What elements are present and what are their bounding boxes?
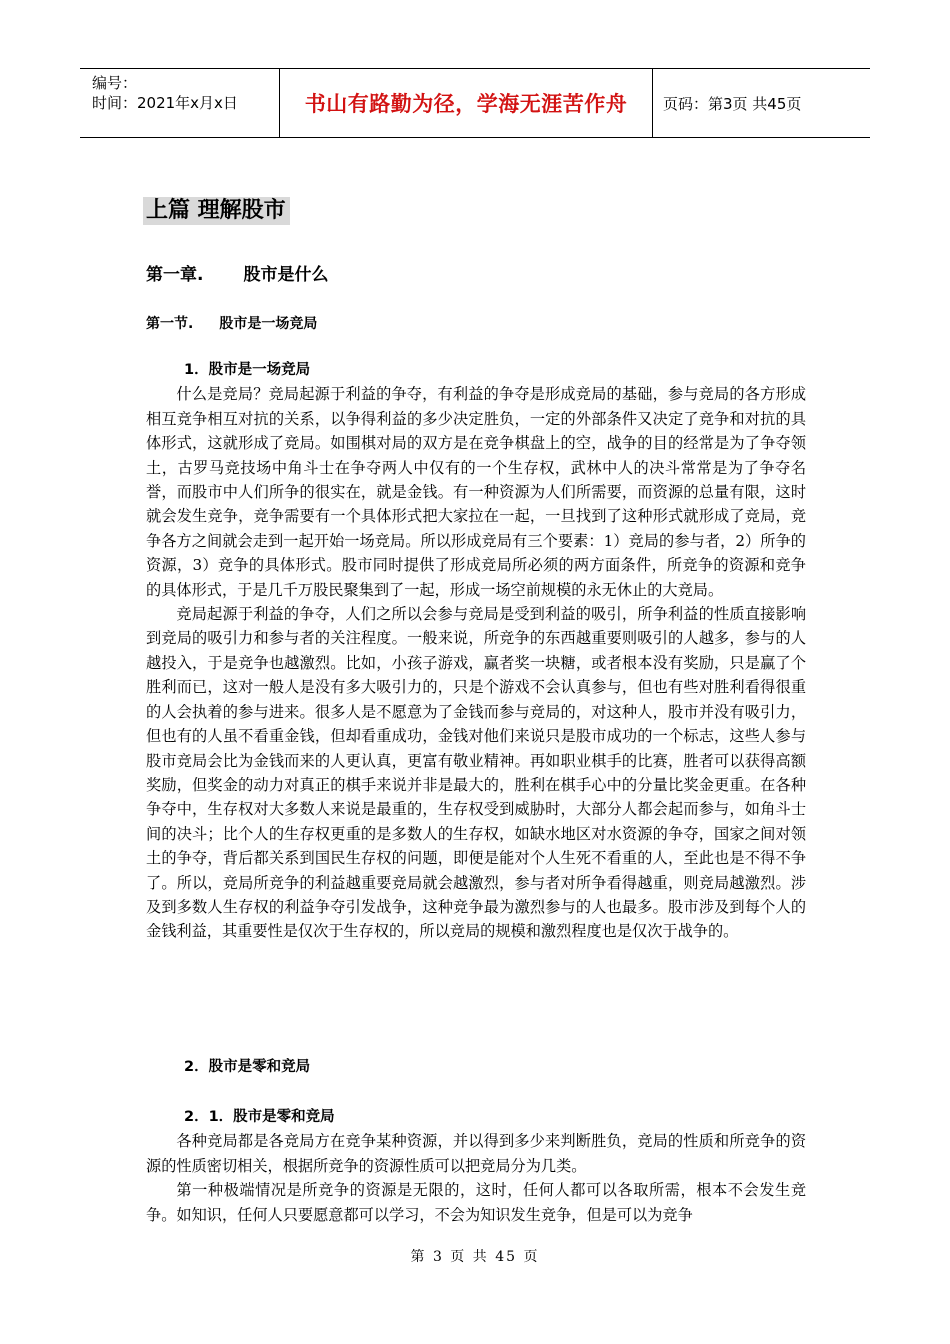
subheading-2: 2．股市是零和竞局	[184, 1059, 311, 1075]
page-footer: 第 3 页 共 45 页	[410, 1249, 540, 1265]
body-block-2	[146, 1055, 806, 1079]
page-header	[80, 68, 870, 138]
header-meta	[80, 69, 280, 137]
header-page-info: 页码：第3页 共45页	[663, 94, 802, 113]
subheading-1: 1．股市是一场竞局	[184, 362, 311, 378]
body-block-3	[146, 1105, 806, 1227]
section-title: 股市是一场竞局	[219, 316, 318, 332]
section-heading	[146, 313, 317, 333]
chapter-heading	[146, 260, 328, 285]
paragraph-3: 各种竞局都是各竞局方在竞争某种资源，并以得到多少来判断胜负，竞局的性质和所竞争的资源的性质密切相关，根据所竞争的资源性质可以把竞局分为几类。	[146, 1132, 806, 1175]
chapter-number: 第一章.	[146, 265, 204, 285]
header-motto: 书山有路勤为径，学海无涯苦作舟	[280, 69, 653, 137]
section-number: 第一节.	[146, 316, 194, 332]
paragraph-2: 竞局起源于利益的争夺，人们之所以会参与竞局是受到利益的吸引，所争利益的性质直接影响到竞局的吸引力和参与者的关注程度。一般来说，所竞争的东西越重要则吸引的人越多，参与的人越投入，于是竞争也越激烈。比如，小孩子游戏，赢者奖一块糖，或者根本没有奖励，只是赢了个胜利而已，这对一般人是没有多大吸引力的，只是个游戏不会认真参与，但也有些对胜利看得很重的人会执着的参与进来。很多人是不愿意为了金钱而参与竞局的，对这种人，股市并没有吸引力，但也有的人虽不看重金钱，但却看重成功，金钱对他们来说只是股市成功的一个标志，这些人参与股市竞局会比为金钱而来的人更认真，更富有敬业精神。再如职业棋手的比赛，胜者可以获得高额奖励，但奖金的动力对真正的棋手来说并非是最大的，胜利在棋手心中的分量比奖金更重。在各种争夺中，生存权对大多数人来说是最重的，生存权受到威胁时，大部分人都会起而参与，如角斗士间的决斗；比个人的生存权更重的是多数人的生存权，如缺水地区对水资源的争夺，国家之间对领土的争夺，背后都关系到国民生存权的问题，即便是能对个人生死不看重的人，至此也是不得不争了。所以，竞局所竞争的利益越重要竞局就会越激烈，参与者对所争看得越重，则竞局越激烈。涉及到多数人生存权的利益争夺引发战争，这种竞争最为激烈参与的人也最多。股市涉及到每个人的金钱利益，其重要性是仅次于生存权的，所以竞局的规模和激烈程度也是仅次于战争的。	[146, 605, 806, 941]
body-block-1	[146, 358, 806, 944]
document-time: 时间：2021年x月x日	[92, 94, 238, 112]
part-title: 上篇 理解股市	[143, 197, 290, 225]
subheading-2-1: 2．1．股市是零和竞局	[184, 1109, 335, 1125]
chapter-title: 股市是什么	[243, 265, 329, 285]
document-number: 编号：	[92, 74, 138, 92]
paragraph-4: 第一种极端情况是所竞争的资源是无限的，这时，任何人都可以各取所需，根本不会发生竞争。如知识，任何人只要愿意都可以学习，不会为知识发生竞争，但是可以为竞争	[146, 1181, 806, 1224]
paragraph-1: 什么是竞局？竞局起源于利益的争夺，有利益的争夺是形成竞局的基础，参与竞局的各方形成相互竞争相互对抗的关系，以争得利益的多少决定胜负，一定的外部条件又决定了竞争和对抗的具体形式，这就形成了竞局。如围棋对局的双方是在竞争棋盘上的空，战争的目的经常是为了争夺领土，古罗马竞技场中角斗士在争夺两人中仅有的一个生存权，武林中人的决斗常常是为了争夺名誉，而股市中人们所争的很实在，就是金钱。有一种资源为人们所需要，而资源的总量有限，这时就会发生竞争，竞争需要有一个具体形式把大家拉在一起，一旦找到了这种形式就形成了竞局，竞争各方之间就会走到一起开始一场竞局。所以形成竞局有三个要素：1）竞局的参与者，2）所争的资源，3）竞争的具体形式。股市同时提供了形成竞局所必须的两方面条件，所竞争的资源和竞争的具体形式，于是几千万股民聚集到了一起，形成一场空前规模的永无休止的大竞局。	[146, 385, 806, 599]
